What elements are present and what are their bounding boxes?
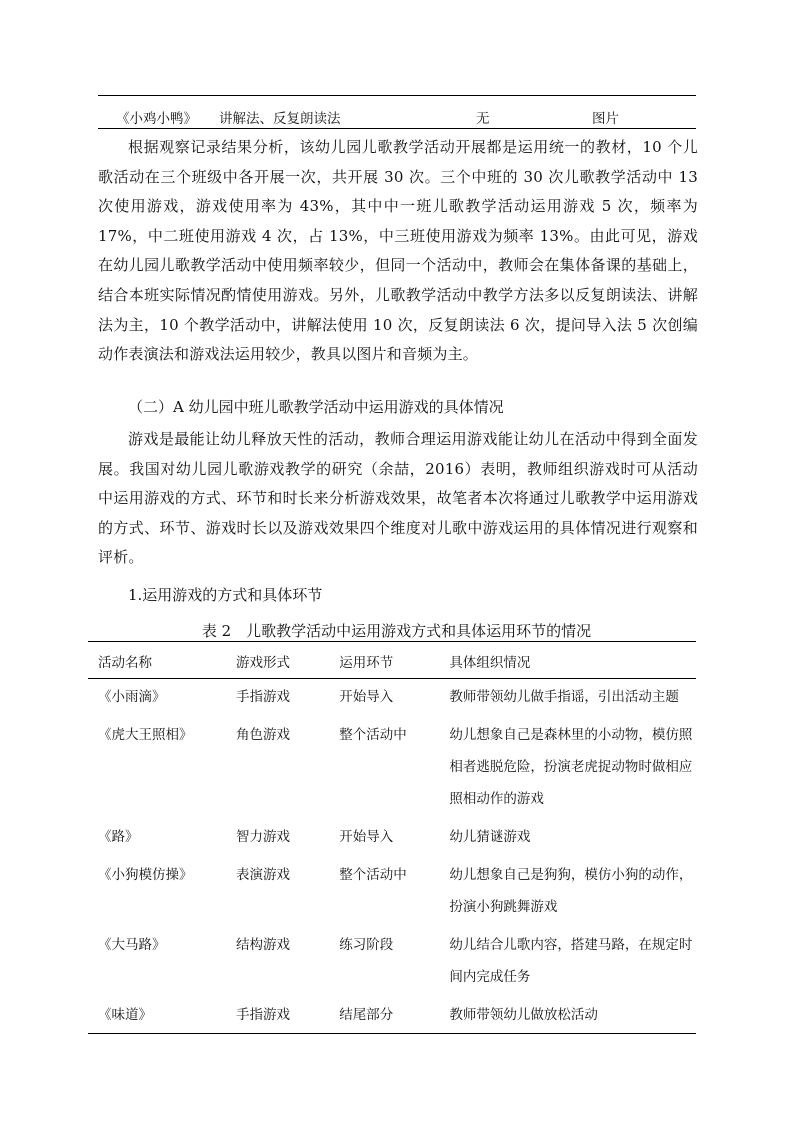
cell-details: 幼儿结合儿歌内容，搭建马路，在规定时间内完成任务 bbox=[449, 937, 693, 985]
table2-top-rule bbox=[88, 641, 696, 642]
cell-game-form: 手指游戏 bbox=[236, 1007, 291, 1023]
table1-top-rule bbox=[98, 95, 696, 96]
cell-activity: 《路》 bbox=[98, 829, 139, 845]
cell-details: 幼儿想象自己是森林里的小动物，模仿照相者逃脱危险，扮演老虎捉动物时做相应照相动作的游戏 bbox=[449, 727, 693, 807]
games-paragraph: 游戏是最能让幼儿释放天性的活动，教师合理运用游戏能让幼儿在活动中得到全面发展。我国对幼儿园儿歌游戏教学的研究（余喆，2016）表明，教师组织游戏时可从活动中运用游戏的方式、环节和时长来分析游戏效果，故笔者本次将通过儿歌教学中运用游戏的方式、环节、游戏时长以及游戏效果四个维度对儿歌中游戏运用的具体情况进行观察和评析。 bbox=[98, 430, 698, 567]
table1-activity: 《小鸡小鸭》 bbox=[116, 111, 197, 127]
cell-stage: 整个活动中 bbox=[339, 727, 407, 743]
table-row bbox=[88, 679, 696, 718]
cell-game-form: 角色游戏 bbox=[236, 727, 291, 743]
table1-row bbox=[0, 104, 793, 128]
cell-game-form: 智力游戏 bbox=[236, 829, 291, 845]
table-row bbox=[88, 997, 696, 1034]
cell-stage: 开始导入 bbox=[339, 689, 394, 705]
table2-header-game-form: 游戏形式 bbox=[236, 643, 339, 679]
cell-game-form: 结构游戏 bbox=[236, 937, 291, 953]
table1-bottom-rule bbox=[98, 128, 696, 129]
table-row bbox=[88, 819, 696, 857]
cell-activity: 《小雨滴》 bbox=[98, 689, 166, 705]
analysis-paragraph: 根据观察记录结果分析，该幼儿园儿歌教学活动开展都是运用统一的教材，10 个儿歌活动在三个班级中各开展一次，共开展 30 次。三个中班的 30 次儿歌教学活动中 13 次使用游戏，游戏使用率为 43%，其中中一班儿歌教学活动运用游戏 5 次，频率为 17%，中二班使用游戏 4 次，占 13%，中三班使用游戏为频率 13%。由此可见，游戏在幼儿园儿歌教学活动中使用频率较少，但同一个活动中，教师会在集体备课的基础上，结合本班实际情况酌情使用游戏。另外，儿歌教学活动中教学方法多以反复朗读法、讲解法为主，10 个教学活动中，讲解法使用 10 次，反复朗读法 6 次，提问导入法 5 次创编动作表演法和游戏法运用较少，教具以图片和音频为主。 bbox=[98, 138, 698, 364]
cell-activity: 《味道》 bbox=[98, 1007, 152, 1023]
cell-game-form: 手指游戏 bbox=[236, 689, 291, 705]
cell-stage: 结尾部分 bbox=[339, 1007, 394, 1023]
table2-header-activity: 活动名称 bbox=[88, 643, 236, 679]
cell-stage: 练习阶段 bbox=[339, 937, 394, 953]
table-row bbox=[88, 857, 696, 927]
cell-activity: 《小狗模仿操》 bbox=[98, 867, 193, 883]
cell-details: 教师带领幼儿做放松活动 bbox=[449, 1007, 598, 1023]
cell-details: 教师带领幼儿做手指谣，引出活动主题 bbox=[449, 689, 679, 705]
cell-stage: 开始导入 bbox=[339, 829, 394, 845]
table2-header-row bbox=[88, 643, 696, 679]
subheading-game-methods: 1.运用游戏的方式和具体环节 bbox=[128, 586, 323, 604]
table-row bbox=[88, 927, 696, 997]
cell-stage: 整个活动中 bbox=[339, 867, 407, 883]
table1-game: 无 bbox=[476, 111, 490, 127]
cell-details: 幼儿猜谜游戏 bbox=[449, 829, 531, 845]
table1-aids: 图片 bbox=[592, 111, 619, 127]
table1-methods: 讲解法、反复朗读法 bbox=[219, 111, 341, 127]
cell-details: 幼儿想象自己是狗狗，模仿小狗的动作，扮演小狗跳舞游戏 bbox=[449, 867, 693, 915]
table2-caption: 表 2 儿歌教学活动中运用游戏方式和具体运用环节的情况 bbox=[201, 622, 592, 640]
cell-activity: 《虎大王照相》 bbox=[98, 727, 193, 743]
cell-game-form: 表演游戏 bbox=[236, 867, 291, 883]
cell-activity: 《大马路》 bbox=[98, 937, 166, 953]
table2 bbox=[88, 643, 696, 1034]
table2-header-details: 具体组织情况 bbox=[449, 643, 696, 679]
table2-header-stage: 运用环节 bbox=[339, 643, 449, 679]
table-row bbox=[88, 717, 696, 819]
section-heading: （二）A 幼儿园中班儿歌教学活动中运用游戏的具体情况 bbox=[128, 398, 504, 416]
